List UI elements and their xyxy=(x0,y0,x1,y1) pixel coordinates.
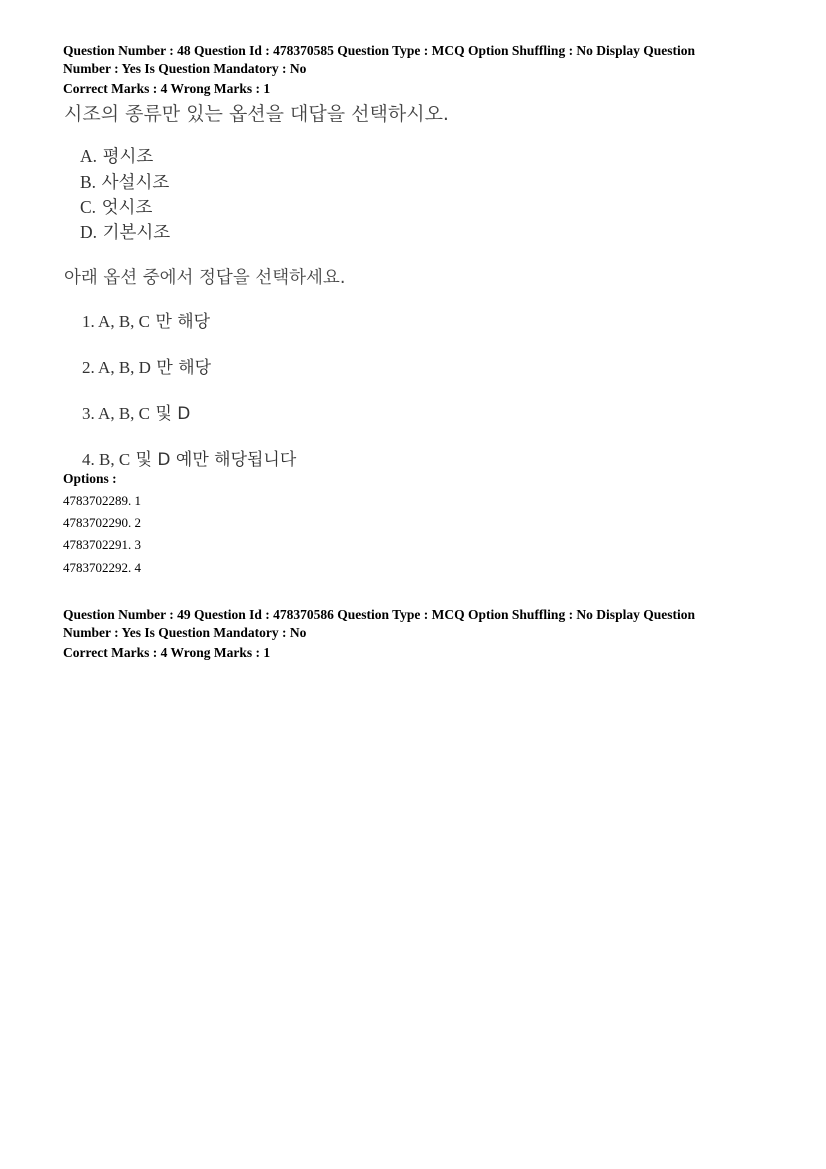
choice-b-letter: B. xyxy=(80,172,97,192)
choice-a-text: 평시조 xyxy=(102,147,154,167)
selection-2-text: 만 해당 xyxy=(156,358,212,378)
question-49-marks: Correct Marks : 4 Wrong Marks : 1 xyxy=(63,645,271,660)
question-49-meta xyxy=(63,606,773,662)
option-3: 4783702291. 3 xyxy=(63,537,141,552)
choice-b-text: 사설시조 xyxy=(101,173,170,193)
selection-2 xyxy=(82,353,211,378)
choice-d-text: 기본시조 xyxy=(102,223,171,243)
choice-a-letter: A. xyxy=(80,146,98,166)
choice-d xyxy=(80,219,170,244)
choice-c-letter: C. xyxy=(80,197,97,217)
selection-4-num: 4. B, C xyxy=(82,450,131,469)
question-48-stem: 시조의 종류만 있는 옵션을 대답을 선택하시오. xyxy=(64,103,449,125)
selection-3-num: 3. A, B, C xyxy=(82,404,151,423)
option-1: 4783702289. 1 xyxy=(63,493,141,508)
options-label: Options : xyxy=(63,471,117,486)
option-4: 4783702292. 4 xyxy=(63,560,141,575)
selection-3-text: 및 D xyxy=(155,404,191,424)
choice-a xyxy=(80,143,153,168)
question-48-instruction: 아래 옵션 중에서 정답을 선택하세요. xyxy=(64,268,346,288)
question-48-marks: Correct Marks : 4 Wrong Marks : 1 xyxy=(63,81,271,96)
selection-1 xyxy=(82,307,210,332)
question-49-meta-line1: Question Number : 49 Question Id : 478370586 Question Type : MCQ Option Shuffling : No Display Question xyxy=(63,607,695,622)
selection-4-text: 및 D 예만 해당됩니다 xyxy=(135,450,297,470)
choice-c-text: 엇시조 xyxy=(101,198,153,218)
question-48-meta-line1: Question Number : 48 Question Id : 478370585 Question Type : MCQ Option Shuffling : No Display Question xyxy=(63,43,695,58)
selection-3 xyxy=(82,399,190,424)
choice-d-letter: D. xyxy=(80,222,98,242)
selection-1-num: 1. A, B, C xyxy=(82,312,151,331)
question-48-meta xyxy=(63,42,773,98)
selection-2-num: 2. A, B, D xyxy=(82,358,151,377)
question-49-meta-line2: Number : Yes Is Question Mandatory : No xyxy=(63,625,307,640)
question-48-meta-line2: Number : Yes Is Question Mandatory : No xyxy=(63,61,307,76)
option-2: 4783702290. 2 xyxy=(63,515,141,530)
choice-b xyxy=(80,169,169,194)
selection-1-text: 만 해당 xyxy=(155,312,211,332)
choice-c xyxy=(80,194,152,219)
selection-4 xyxy=(82,445,296,470)
